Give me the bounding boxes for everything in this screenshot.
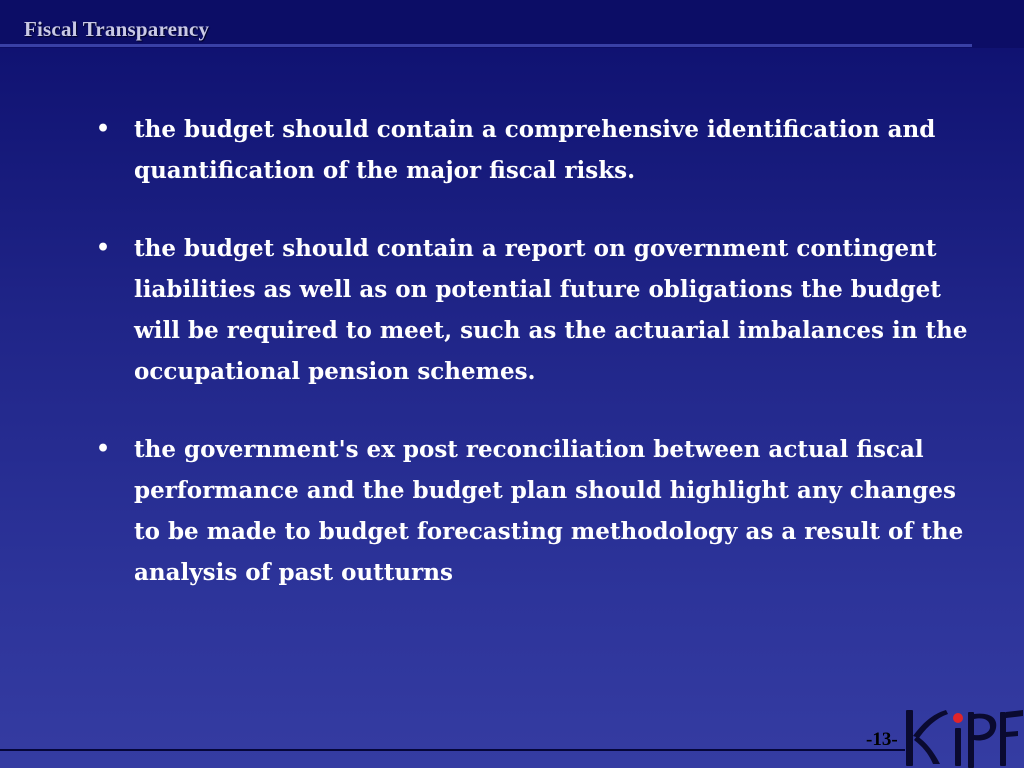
bullet-list xyxy=(96,109,976,630)
bullet-text-3: the government's ex post reconciliation between actual fiscal performance and the budget plan should highlight any changes to be made to budget forecasting methodology as a result of the analysis of past outturns xyxy=(134,436,964,586)
kipf-logo-icon xyxy=(902,702,1024,768)
bullet-item-2 xyxy=(96,228,976,392)
title-underline xyxy=(0,44,972,47)
footer-line xyxy=(0,749,905,751)
page-number: -13- xyxy=(866,729,898,750)
bullet-marker: • xyxy=(96,436,111,462)
bullet-marker: • xyxy=(96,235,111,261)
bullet-marker: • xyxy=(96,116,111,142)
bullet-item-1 xyxy=(96,109,976,191)
slide-title: Fiscal Transparency xyxy=(24,17,210,41)
bullet-text-1: the budget should contain a comprehensive identification and quantification of the major fiscal risks. xyxy=(134,116,936,184)
bullet-item-3 xyxy=(96,429,976,593)
bullet-text-2: the budget should contain a report on government contingent liabilities as well as on potential future obligations the budget will be required to meet, such as the actuarial imbalances in the occupational pension schemes. xyxy=(134,235,968,385)
